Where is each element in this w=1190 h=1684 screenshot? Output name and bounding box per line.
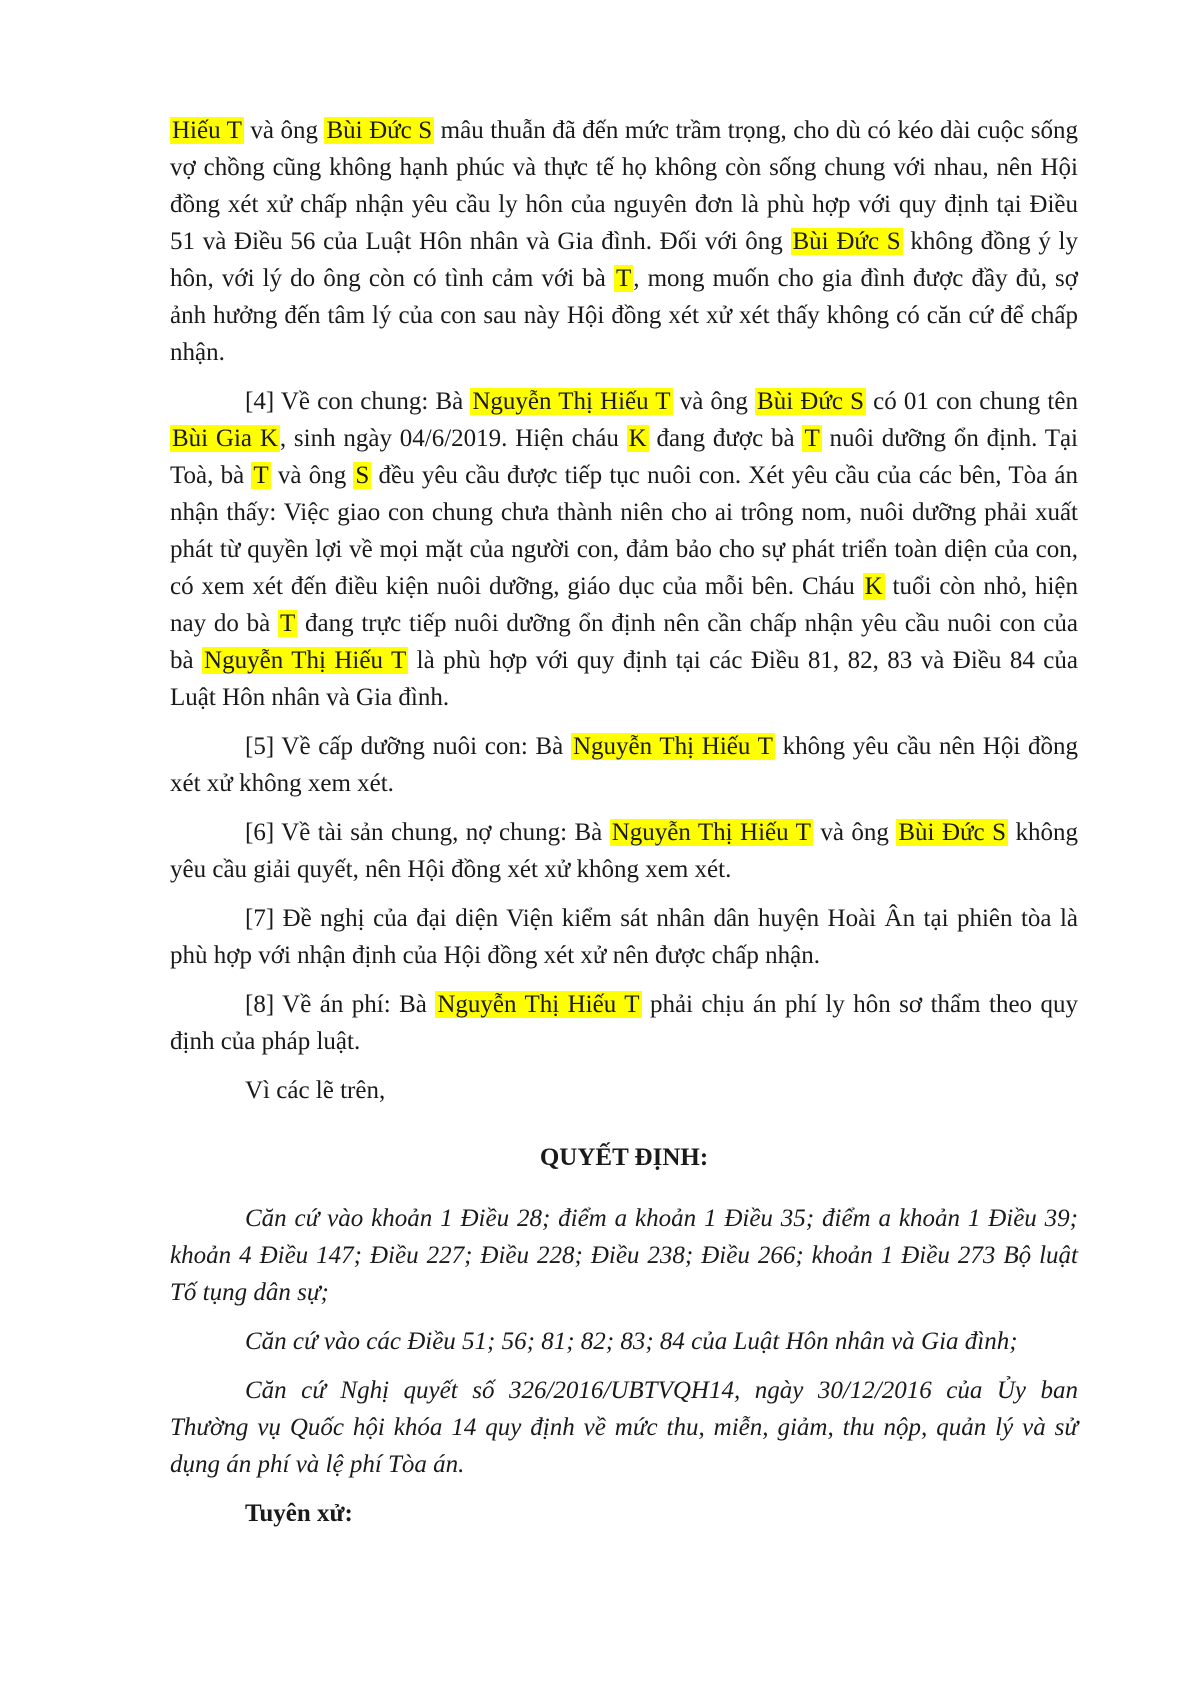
paragraph [170, 814, 1078, 888]
highlighted-name: K [864, 573, 883, 600]
text-run: và ông [812, 819, 897, 846]
highlighted-name: T [253, 462, 269, 489]
text-run: là phù hợp với quy định tại các Điều 81, 82, 83 và Điều 84 của Luật Hôn nhân và Gia đình. [170, 647, 1078, 711]
text-run: và ông [270, 462, 354, 489]
text-run: nuôi dưỡng ổn định. Tại Toà, bà [170, 425, 1079, 489]
paragraph [170, 728, 1078, 802]
highlighted-name: Bùi Đức S [757, 388, 865, 415]
paragraph [170, 112, 1078, 371]
highlighted-name: Bùi Đức S [898, 819, 1007, 846]
decision-heading: QUYẾT ĐỊNH: [539, 1144, 709, 1171]
text-run: có 01 con chung tên [866, 388, 1078, 415]
verdict-label: Tuyên xử: [245, 1500, 353, 1527]
text-run: không yêu cầu nên Hội đồng xét xử không xem xét. [170, 733, 1078, 797]
text-run: , sinh ngày 04/6/2019. Hiện cháu [279, 425, 627, 452]
highlighted-name: Nguyễn Thị Hiếu T [204, 647, 407, 674]
text-run: [5] Về cấp dưỡng nuôi con: Bà [245, 733, 571, 760]
text-run: mâu thuẫn đã đến mức trầm trọng, cho dù có kéo dài cuộc sống vợ chồng cũng không hạnh phúc và thực tế họ không còn sống chung với nhau, nên Hội đồng xét xử chấp nhận yêu cầu ly hôn của nguyên đơn là phù hợp với quy định tại Điều 51 và Điều 56 của Luật Hôn nhân và Gia đình. Đối với ông [170, 117, 1078, 255]
highlighted-name: S [355, 462, 370, 489]
highlighted-name: T [804, 425, 820, 452]
text-run: đều yêu cầu được tiếp tục nuôi con. Xét yêu cầu của các bên, Tòa án nhận thấy: Việc giao con chung chưa thành niên cho ai trông nom, nuôi dưỡng phải xuất phát từ quyền lợi về mọi mặt của người con, đảm bảo cho sự phát triển toàn diện của con, có xem xét đến điều kiện nuôi dưỡng, giáo dục của mỗi bên. Cháu [170, 462, 1078, 600]
text-run: [8] Về án phí: Bà [245, 991, 436, 1018]
highlighted-name: Hiếu T [172, 117, 242, 144]
text-run: và ông [243, 117, 325, 144]
text-run: [6] Về tài sản chung, nợ chung: Bà [245, 819, 610, 846]
paragraph [170, 383, 1078, 716]
text-run: tuổi còn nhỏ, hiện nay do bà [170, 573, 1079, 637]
highlighted-name: Nguyễn Thị Hiếu T [611, 819, 811, 846]
legal-basis-item: Căn cứ vào các Điều 51; 56; 81; 82; 83; 84 của Luật Hôn nhân và Gia đình; [245, 1328, 1018, 1355]
text-run: phải chịu án phí ly hôn sơ thẩm theo quy định của pháp luật. [170, 991, 1078, 1055]
reasoning-section [170, 112, 1078, 1109]
paragraph [170, 1072, 1078, 1109]
text-run: không đồng ý ly hôn, với lý do ông còn có tình cảm với bà [170, 228, 1078, 292]
document-page [170, 112, 1078, 1544]
text-run: [7] Đề nghị của đại diện Viện kiểm sát nhân dân huyện Hoài Ân tại phiên tòa là phù hợp với nhận định của Hội đồng xét xử nên được chấp nhận. [170, 905, 1078, 969]
text-run: , mong muốn cho gia đình được đầy đủ, sợ ảnh hưởng đến tâm lý của con sau này Hội đồng xét xử xét thấy không có căn cứ để chấp nhận. [170, 265, 1078, 366]
highlighted-name: Bùi Đức S [792, 228, 901, 255]
highlighted-name: T [279, 610, 296, 637]
legal-basis-item: Căn cứ vào khoản 1 Điều 28; điểm a khoản 1 Điều 35; điểm a khoản 1 Điều 39; khoản 4 Điều 147; Điều 227; Điều 228; Điều 238; Điều 266; khoản 1 Điều 273 Bộ luật Tố tụng dân sự; [170, 1205, 1078, 1306]
highlighted-name: K [628, 425, 647, 452]
text-run: [4] Về con chung: Bà [245, 388, 471, 415]
text-run: Vì các lẽ trên, [245, 1077, 386, 1104]
highlighted-name: Nguyễn Thị Hiếu T [472, 388, 671, 415]
legal-bases-section [170, 1200, 1078, 1483]
text-run: đang được bà [648, 425, 803, 452]
paragraph [170, 986, 1078, 1060]
text-run: không yêu cầu giải quyết, nên Hội đồng xét xử không xem xét. [170, 819, 1078, 883]
highlighted-name: Bùi Đức S [326, 117, 433, 144]
highlighted-name: Bùi Gia K [172, 425, 278, 452]
highlighted-name: Nguyễn Thị Hiếu T [437, 991, 640, 1018]
highlighted-name: Nguyễn Thị Hiếu T [572, 733, 773, 760]
highlighted-name: T [615, 265, 632, 292]
text-run: đang trực tiếp nuôi dưỡng ổn định nên cần chấp nhận yêu cầu nuôi con của bà [170, 610, 1078, 674]
paragraph [170, 900, 1078, 974]
legal-basis-item: Căn cứ Nghị quyết số 326/2016/UBTVQH14, ngày 30/12/2016 của Ủy ban Thường vụ Quốc hội khóa 14 quy định về mức thu, miễn, giảm, thu nộp, quản lý và sử dụng án phí và lệ phí Tòa án. [170, 1377, 1078, 1478]
text-run: và ông [672, 388, 756, 415]
